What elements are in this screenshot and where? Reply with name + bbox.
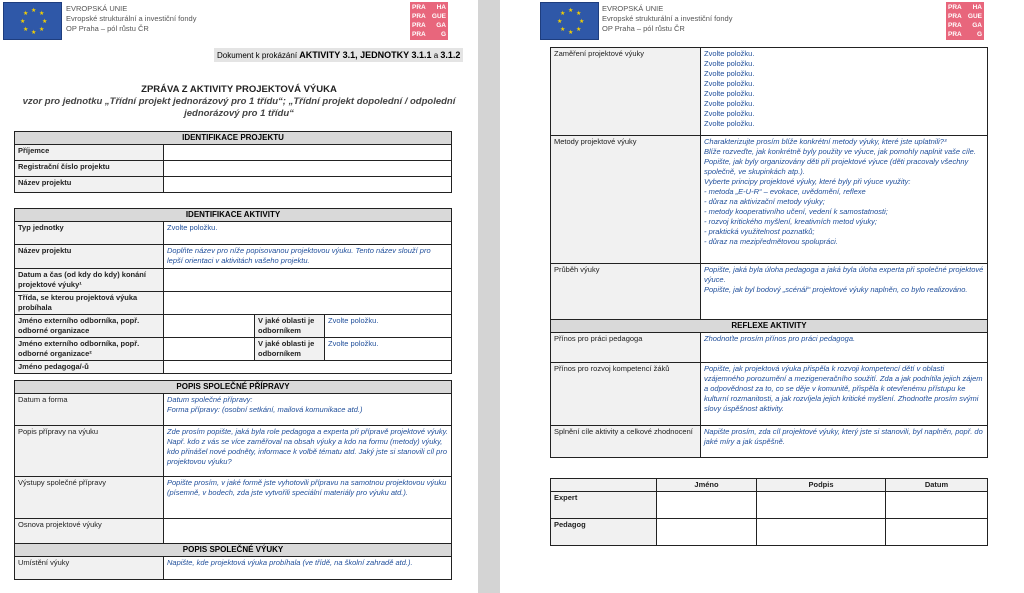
field-value[interactable] xyxy=(164,145,452,161)
field-label: Osnova projektové výuky xyxy=(15,519,164,544)
eu-line-3: OP Praha – pól růstu ČR xyxy=(602,24,685,33)
field-label: Datum a čas (od kdy do kdy) konání projektové výuky¹ xyxy=(15,269,164,292)
field-value[interactable]: Charakterizujte prosím blíže konkrétní metody výuky, které jste uplatnili?³ Blíže rozveďte, jak konkrétně byly použity ve výuce, jak pomohly naplnit vaše cíle. Popište, jak byly organizovány děti při projektové výuce (děti pracovaly všechny společně, ve skupinkách atp.). Vyberte principy projektové výuky, které byly při výuce využity: - metoda „E-U-R“ – evokace, uvědomění, reflexe - důraz na aktivizační metody výuky; - metody kooperativního učení, vedení k samostatnosti; - rozvoj kritického myšlení, kreativních metod výuky; - praktická využitelnost poznatků; - důraz na mezipředmětovou spolupráci. xyxy=(701,136,988,264)
field-value[interactable]: Popište, jaká byla úloha pedagoga a jaká byla úloha experta při společné projektové výuce. Popište, jak byl bodový „scénář“ projektové výuky naplněn, co bylo realizováno. xyxy=(701,264,988,320)
preparation-table xyxy=(14,380,452,580)
dropdown-field[interactable]: Zvolte položku. xyxy=(704,99,755,108)
praha-logo: PRA HA PRA GUE PRA GA PRA G xyxy=(412,4,446,38)
dropdown-field[interactable]: Zvolte položku. xyxy=(704,49,755,58)
field-value[interactable] xyxy=(164,292,452,315)
field-label: V jaké oblasti je odborníkem xyxy=(255,338,325,361)
report-subtitle: vzor pro jednotku „Třídní projekt jednorázový pro 1 třídu“; „Třídní projekt dopolední / odpolední jednorázový pro 1 třídu“ xyxy=(22,96,456,119)
field-value[interactable] xyxy=(164,519,452,544)
dropdown-field[interactable]: Zvolte položku. xyxy=(704,69,755,78)
dropdown-field[interactable]: Zvolte položku. xyxy=(704,79,755,88)
eu-line-3: OP Praha – pól růstu ČR xyxy=(66,24,149,33)
row-label: Pedagog xyxy=(551,519,657,546)
eu-text xyxy=(66,4,196,34)
signature-cell[interactable] xyxy=(657,519,757,546)
field-label: Typ jednotky xyxy=(15,222,164,245)
column-header: Podpis xyxy=(757,479,886,492)
page-header xyxy=(500,2,1005,40)
page-gap xyxy=(478,0,500,593)
row-label: Expert xyxy=(551,492,657,519)
field-label: Zaměření projektové výuky xyxy=(551,48,701,136)
eu-flag-icon: ★ ★ ★ ★ ★ ★ ★ ★ xyxy=(3,2,62,40)
field-label: Jméno externího odborníka, popř. odborné organizace² xyxy=(15,338,164,361)
table-heading: IDENTIFIKACE PROJEKTU xyxy=(15,132,452,145)
field-label: Přínos pro práci pedagoga xyxy=(551,333,701,363)
field-value[interactable] xyxy=(164,269,452,292)
signature-cell[interactable] xyxy=(657,492,757,519)
praha-logo: PRA HA PRA GUE PRA GA PRA G xyxy=(948,4,982,38)
signature-table xyxy=(550,478,988,546)
page-header xyxy=(0,2,478,40)
field-value[interactable]: Datum společné přípravy: Forma přípravy: (osobní setkání, mailová komunikace atd.) xyxy=(164,394,452,426)
field-value[interactable] xyxy=(164,338,255,361)
column-header: Datum xyxy=(886,479,988,492)
eu-line-1: EVROPSKÁ UNIE xyxy=(602,4,664,13)
field-label: Metody projektové výuky xyxy=(551,136,701,264)
project-identification-table xyxy=(14,131,452,193)
table-corner xyxy=(551,479,657,492)
eu-line-1: EVROPSKÁ UNIE xyxy=(66,4,128,13)
dropdown-field[interactable]: Zvolte položku. xyxy=(325,315,452,338)
field-value[interactable]: Popište, jak projektová výuka přispěla k rozvoji kompetencí dětí v oblasti vzájemného porozumění a mezigeneračního soužití. Zda a jak podnítila jejich zájem a odpovědnost za to, co se děje v komunitě, přispěla k otevřenému přístupu ke kulturní rozmanitosti, a jak rozvíjela jejich kritické myšlení. Zhodnoťte prosím svými slovy úspěšnost aktivity. xyxy=(701,363,988,426)
eu-line-2: Evropské strukturální a investiční fondy xyxy=(602,14,733,23)
field-label: Jméno pedagoga/-ů xyxy=(15,361,164,374)
focus-dropdown-list xyxy=(701,48,988,136)
eu-text xyxy=(602,4,732,34)
field-label: Datum a forma xyxy=(15,394,164,426)
field-label: Splnění cíle aktivity a celkové zhodnocení xyxy=(551,426,701,458)
field-value[interactable]: Zde prosím popište, jaká byla role pedagoga a experta při přípravě projektové výuky. Např. kdo z vás se více zaměřoval na obsah výuky a kdo na formu (metody) výuky, kdo přinášel nové podněty, informace k volbě tématu atd. Jaký jste si stanovili cíl pro projektovou výuku? xyxy=(164,426,452,477)
field-value[interactable] xyxy=(164,161,452,177)
eu-flag-icon: ★ ★ ★ ★ ★ ★ ★ ★ xyxy=(540,2,599,40)
field-label: Popis přípravy na výuku xyxy=(15,426,164,477)
field-label: Umístění výuky xyxy=(15,557,164,580)
field-label: Jméno externího odborníka, popř. odborné organizace xyxy=(15,315,164,338)
field-value[interactable]: Napište prosím, zda cíl projektové výuky, který jste si stanovili, byl naplněn, popř. do jaké míry a jak úspěšně. xyxy=(701,426,988,458)
field-value[interactable] xyxy=(164,177,452,193)
table-heading: REFLEXE AKTIVITY xyxy=(551,320,988,333)
field-value[interactable]: Zhodnoťte prosím přínos pro práci pedagoga. xyxy=(701,333,988,363)
teaching-description-table xyxy=(550,47,988,458)
signature-cell[interactable] xyxy=(757,492,886,519)
document-page-1 xyxy=(0,0,478,593)
field-label: Průběh výuky xyxy=(551,264,701,320)
table-heading: POPIS SPOLEČNÉ VÝUKY xyxy=(15,544,452,557)
field-value[interactable]: Popište prosím, v jaké formě jste vyhotovili přípravu na samotnou projektovou výuku (písemně, v bodech, zda jste vytvořili speciální materiály pro výuku atd.). xyxy=(164,477,452,519)
field-label: Registrační číslo projektu xyxy=(15,161,164,177)
dropdown-field[interactable]: Zvolte položku. xyxy=(704,89,755,98)
dropdown-field[interactable]: Zvolte položku. xyxy=(164,222,452,245)
dropdown-field[interactable]: Zvolte položku. xyxy=(325,338,452,361)
eu-line-2: Evropské strukturální a investiční fondy xyxy=(66,14,197,23)
field-label: Přínos pro rozvoj kompetencí žáků xyxy=(551,363,701,426)
field-label: Třída, se kterou projektová výuka probíhala xyxy=(15,292,164,315)
activity-identification-table xyxy=(14,208,452,374)
signature-cell[interactable] xyxy=(757,519,886,546)
field-label: Příjemce xyxy=(15,145,164,161)
document-tag: Dokument k prokázání AKTIVITY 3.1, JEDNOTKY 3.1.1 a 3.1.2 xyxy=(214,48,463,62)
field-value[interactable]: Napište, kde projektová výuka probíhala (ve třídě, na školní zahradě atd.). xyxy=(164,557,452,580)
document-page-2 xyxy=(500,0,1024,593)
field-label: V jaké oblasti je odborníkem xyxy=(255,315,325,338)
signature-cell[interactable] xyxy=(886,492,988,519)
field-value[interactable]: Doplňte název pro níže popisovanou projektovou výuku. Tento název slouží pro lepší orientaci v aktivitách vašeho projektu. xyxy=(164,245,452,269)
report-title: ZPRÁVA Z AKTIVITY PROJEKTOVÁ VÝUKA xyxy=(141,84,337,95)
column-header: Jméno xyxy=(657,479,757,492)
field-label: Název projektu xyxy=(15,177,164,193)
table-heading: POPIS SPOLEČNÉ PŘÍPRAVY xyxy=(15,381,452,394)
dropdown-field[interactable]: Zvolte položku. xyxy=(704,59,755,68)
field-value[interactable] xyxy=(164,361,452,374)
dropdown-field[interactable]: Zvolte položku. xyxy=(704,119,755,128)
field-label: Výstupy společné přípravy xyxy=(15,477,164,519)
signature-cell[interactable] xyxy=(886,519,988,546)
field-label: Název projektu xyxy=(15,245,164,269)
table-heading: IDENTIFIKACE AKTIVITY xyxy=(15,209,452,222)
dropdown-field[interactable]: Zvolte položku. xyxy=(704,109,755,118)
field-value[interactable] xyxy=(164,315,255,338)
